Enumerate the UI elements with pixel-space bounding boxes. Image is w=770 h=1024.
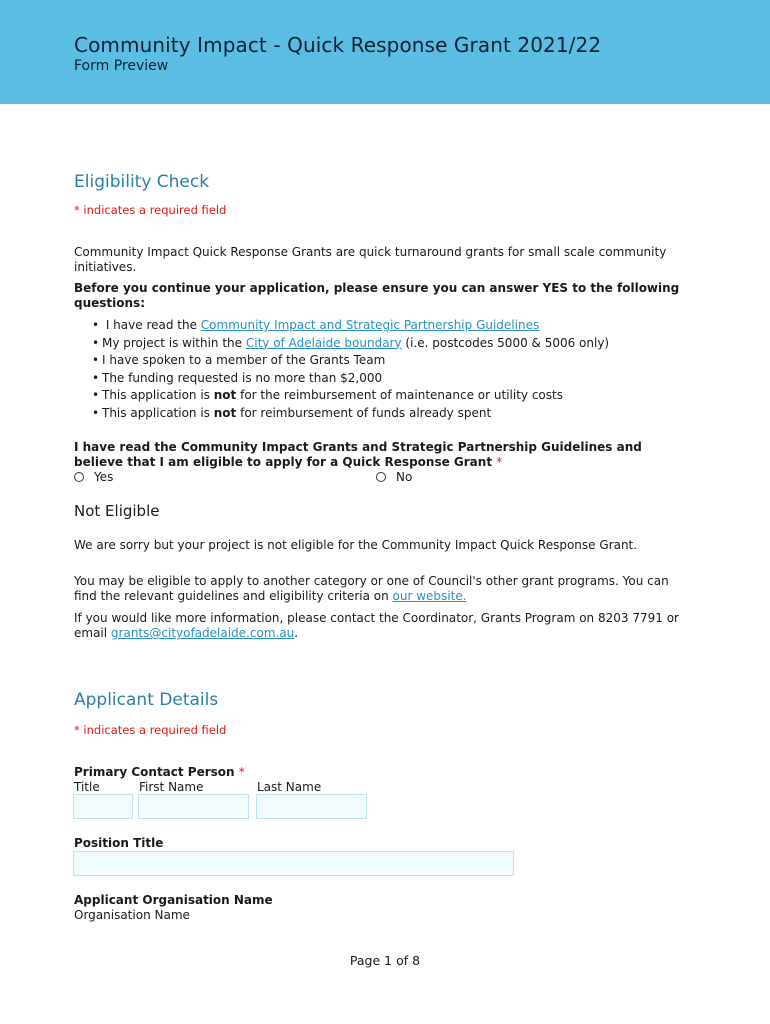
- primary-contact-label: Primary Contact Person *: [74, 765, 245, 779]
- form-title: Community Impact - Quick Response Grant 2021/22: [74, 33, 602, 57]
- list-item: • The funding requested is no more than $2,000: [92, 370, 383, 385]
- eligibility-section-title: Eligibility Check: [74, 172, 210, 192]
- first-name-label: First Name: [139, 780, 204, 794]
- form-subtitle: Form Preview: [74, 58, 169, 74]
- org-name-sublabel: Organisation Name: [74, 908, 190, 922]
- radio-no-label: No: [396, 470, 413, 484]
- city-boundary-link[interactable]: City of Adelaide boundary: [245, 335, 402, 350]
- title-label: Title: [74, 780, 100, 794]
- position-title-input[interactable]: [73, 851, 514, 876]
- radio-yes[interactable]: [74, 470, 113, 484]
- eligibility-checklist: [92, 317, 609, 422]
- email-link[interactable]: grants@cityofadelaide.com.au: [110, 626, 295, 640]
- list-item: • I have spoken to a member of the Grants Team: [92, 353, 386, 367]
- other-programs-note: You may be eligible to apply to another category or one of Council's other grant programs. You can find the relevant guidelines and eligibility criteria on our website.: [74, 574, 669, 603]
- position-title-label: Position Title: [74, 836, 164, 850]
- website-link[interactable]: our website.: [392, 589, 467, 603]
- list-item: • This application is not for reimbursement of funds already spent: [92, 405, 492, 420]
- required-field-note: * indicates a required field: [74, 203, 227, 217]
- last-name-label: Last Name: [257, 780, 322, 794]
- required-star: *: [496, 455, 503, 469]
- guidelines-link[interactable]: Community Impact and Strategic Partnership Guidelines: [200, 318, 540, 332]
- list-item: • My project is within the City of Adelaide boundary (i.e. postcodes 5000 & 5006 only): [92, 335, 610, 350]
- eligibility-question: I have read the Community Impact Grants and Strategic Partnership Guidelines and believe that I am eligible to apply for a Quick Response Grant *: [74, 440, 642, 469]
- list-item: • I have read the Community Impact and Strategic Partnership Guidelines: [92, 318, 540, 332]
- org-name-label: Applicant Organisation Name: [74, 893, 273, 907]
- radio-yes-label: Yes: [94, 470, 114, 484]
- not-eligible-message: We are sorry but your project is not eligible for the Community Impact Quick Response Grant.: [74, 538, 638, 552]
- radio-circle-icon[interactable]: [376, 472, 386, 482]
- radio-circle-icon[interactable]: [74, 472, 84, 482]
- applicant-section-title: Applicant Details: [74, 690, 219, 710]
- eligibility-instruction: Before you continue your application, please ensure you can answer YES to the following questions:: [74, 281, 680, 310]
- last-name-input[interactable]: [256, 794, 367, 819]
- list-item: • This application is not for the reimbursement of maintenance or utility costs: [92, 388, 563, 402]
- required-star: *: [238, 765, 245, 779]
- contact-info: If you would like more information, please contact the Coordinator, Grants Program on 8203 7791 or email grants@cityofadelaide.com.au.: [74, 611, 679, 640]
- first-name-input[interactable]: [138, 794, 249, 819]
- title-input[interactable]: [73, 794, 133, 819]
- form-header: [0, 0, 770, 104]
- required-field-note: * indicates a required field: [74, 723, 227, 737]
- radio-no[interactable]: [376, 470, 412, 484]
- page-number: Page 1 of 8: [349, 953, 421, 968]
- eligibility-intro: Community Impact Quick Response Grants are quick turnaround grants for small scale community initiatives.: [74, 245, 667, 274]
- not-eligible-title: Not Eligible: [74, 502, 160, 520]
